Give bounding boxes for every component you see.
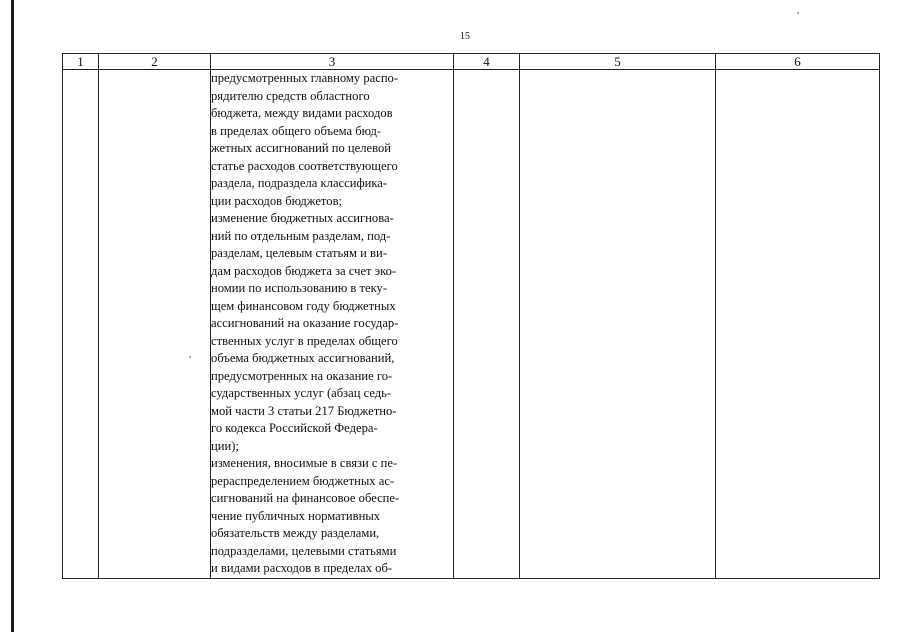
cell-column-6 xyxy=(716,70,880,579)
text-line: ассигнований на оказание государ- xyxy=(211,316,399,330)
text-line: дам расходов бюджета за счет эко- xyxy=(211,263,397,278)
text-line: номии по использованию в теку- xyxy=(211,281,388,295)
header-row xyxy=(63,54,880,70)
column-header-2: 2 xyxy=(99,54,211,70)
text-line: щем финансовом году бюджетных xyxy=(211,298,396,313)
text-line: и видами расходов в пределах об- xyxy=(211,561,393,575)
text-line: мой части 3 статьи 217 Бюджетно- xyxy=(211,403,397,418)
text-line: статье расходов соответствующего xyxy=(211,158,398,173)
text-line: ции расходов бюджетов; xyxy=(211,193,343,208)
text-line: го кодекса Российской Федера- xyxy=(211,421,378,435)
scan-speck xyxy=(797,12,799,14)
cell-column-3 xyxy=(211,70,454,579)
text-line: чение публичных нормативных xyxy=(211,508,381,523)
text-line: предусмотренных главному распо- xyxy=(211,71,399,85)
text-line: рядителю средств областного xyxy=(211,88,370,103)
cell-column-4 xyxy=(454,70,520,579)
text-line: рераспределением бюджетных ас- xyxy=(211,473,395,488)
text-line: сигнований на финансовое обеспе- xyxy=(211,491,400,505)
column-header-3: 3 xyxy=(211,54,454,70)
column-header-5: 5 xyxy=(520,54,716,70)
text-line: раздела, подраздела классифика- xyxy=(211,176,388,190)
page-number: 15 xyxy=(460,31,470,42)
text-line: обязательств между разделами, xyxy=(211,526,380,540)
column-header-1: 1 xyxy=(63,54,99,70)
text-line: ний по отдельным разделам, под- xyxy=(211,228,391,243)
column-header-4: 4 xyxy=(454,54,520,70)
column-header-6: 6 xyxy=(716,54,880,70)
text-line: подразделами, целевыми статьями xyxy=(211,543,397,558)
cell-column-1 xyxy=(63,70,99,579)
text-line: ции); xyxy=(211,438,239,453)
text-line: ственных услуг в пределах общего xyxy=(211,333,398,348)
text-line: изменения, вносимые в связи с пе- xyxy=(211,456,398,470)
cell-column-2 xyxy=(99,70,211,579)
scan-speck xyxy=(189,356,191,358)
document-table xyxy=(62,53,880,579)
text-line: в пределах общего объема бюд- xyxy=(211,123,382,138)
text-line: изменение бюджетных ассигнова- xyxy=(211,211,394,225)
cell-column-5 xyxy=(520,70,716,579)
table-row xyxy=(63,70,880,579)
text-line: бюджета, между видами расходов xyxy=(211,106,393,120)
text-line: предусмотренных на оказание го- xyxy=(211,368,393,383)
scan-edge-bar xyxy=(11,0,14,632)
text-line: объема бюджетных ассигнований, xyxy=(211,351,395,365)
text-line: сударственных услуг (абзац седь- xyxy=(211,386,392,400)
text-line: разделам, целевым статьям и ви- xyxy=(211,246,387,260)
text-line: жетных ассигнований по целевой xyxy=(211,141,392,155)
